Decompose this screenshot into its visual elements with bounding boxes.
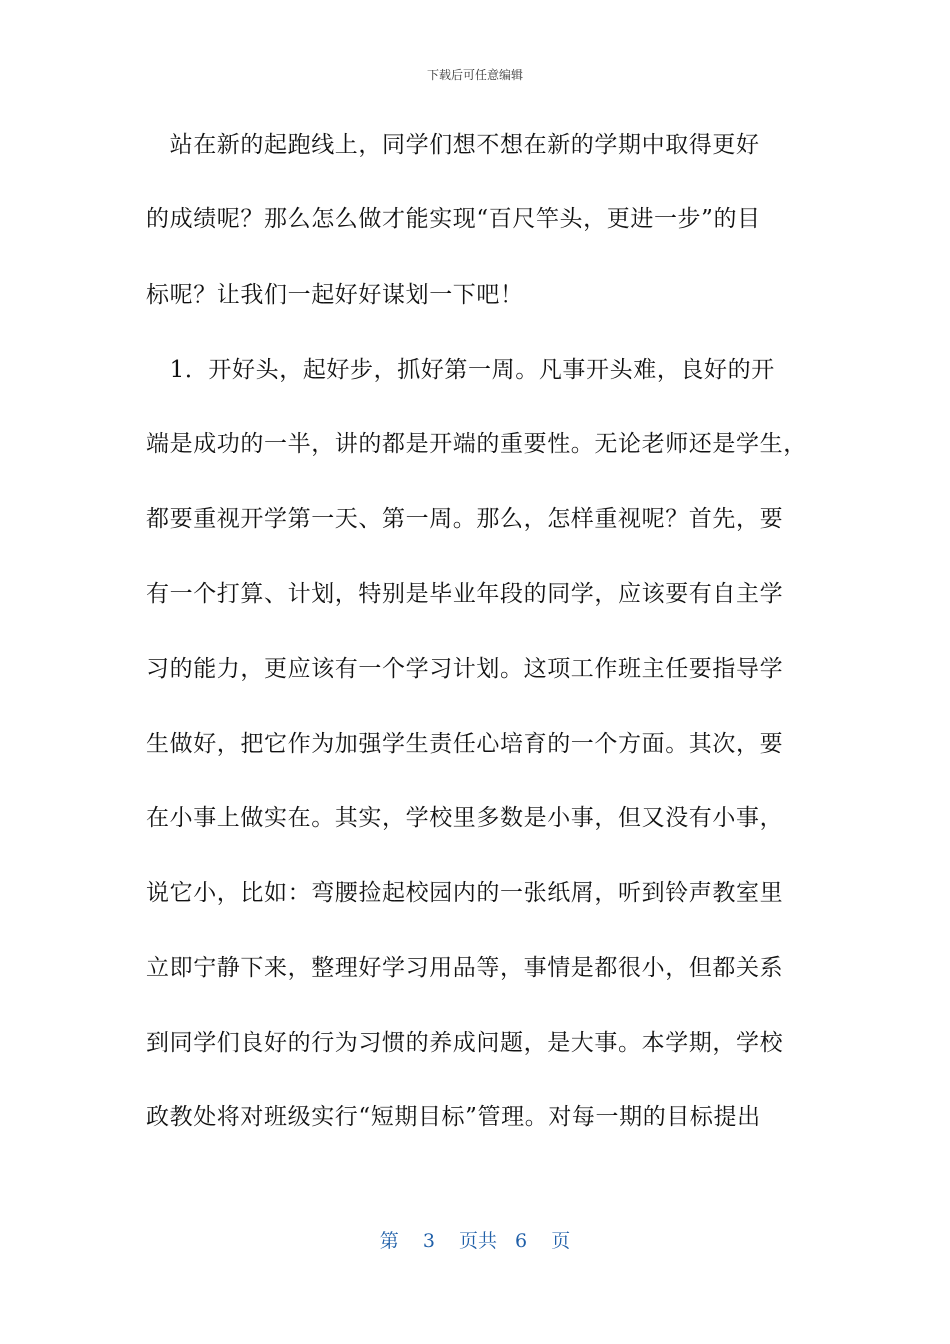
body-line: 1．开好头，起好步，抓好第一周。凡事开头难，良好的开 <box>146 357 775 383</box>
body-line: 生做好，把它作为加强学生责任心培育的一个方面。其次，要 <box>146 731 784 757</box>
body-line: 立即宁静下来，整理好学习用品等，事情是都很小，但都关系 <box>146 955 784 981</box>
body-line: 的成绩呢？那么怎么做才能实现“百尺竿头，更进一步”的目 <box>146 206 761 232</box>
body-line: 说它小，比如：弯腰捡起校园内的一张纸屑，听到铃声教室里 <box>146 880 784 906</box>
body-line: 习的能力，更应该有一个学习计划。这项工作班主任要指导学 <box>146 656 784 682</box>
page-footer <box>0 1226 950 1253</box>
body-line: 标呢？让我们一起好好谋划一下吧！ <box>146 282 524 308</box>
footer-prefix: 第 <box>379 1230 399 1252</box>
footer-suffix: 页 <box>551 1230 571 1252</box>
footer-middle: 页共 <box>458 1230 497 1252</box>
body-line: 站在新的起跑线上，同学们想不想在新的学期中取得更好 <box>146 132 760 158</box>
page-header: 下载后可任意编辑 <box>426 68 523 82</box>
footer-page-number: 3 <box>422 1230 435 1252</box>
body-line: 端是成功的一半，讲的都是开端的重要性。无论老师还是学生， <box>146 431 807 457</box>
footer-total-pages: 6 <box>515 1230 528 1252</box>
body-line: 到同学们良好的行为习惯的养成问题，是大事。本学期，学校 <box>146 1030 784 1056</box>
body-line: 有一个打算、计划，特别是毕业年段的同学，应该要有自主学 <box>146 581 784 607</box>
body-line: 在小事上做实在。其实，学校里多数是小事，但又没有小事， <box>146 805 784 831</box>
body-line: 都要重视开学第一天、第一周。那么，怎样重视呢？首先，要 <box>146 506 784 532</box>
body-line: 政教处将对班级实行“短期目标”管理。对每一期的目标提出 <box>146 1104 761 1130</box>
